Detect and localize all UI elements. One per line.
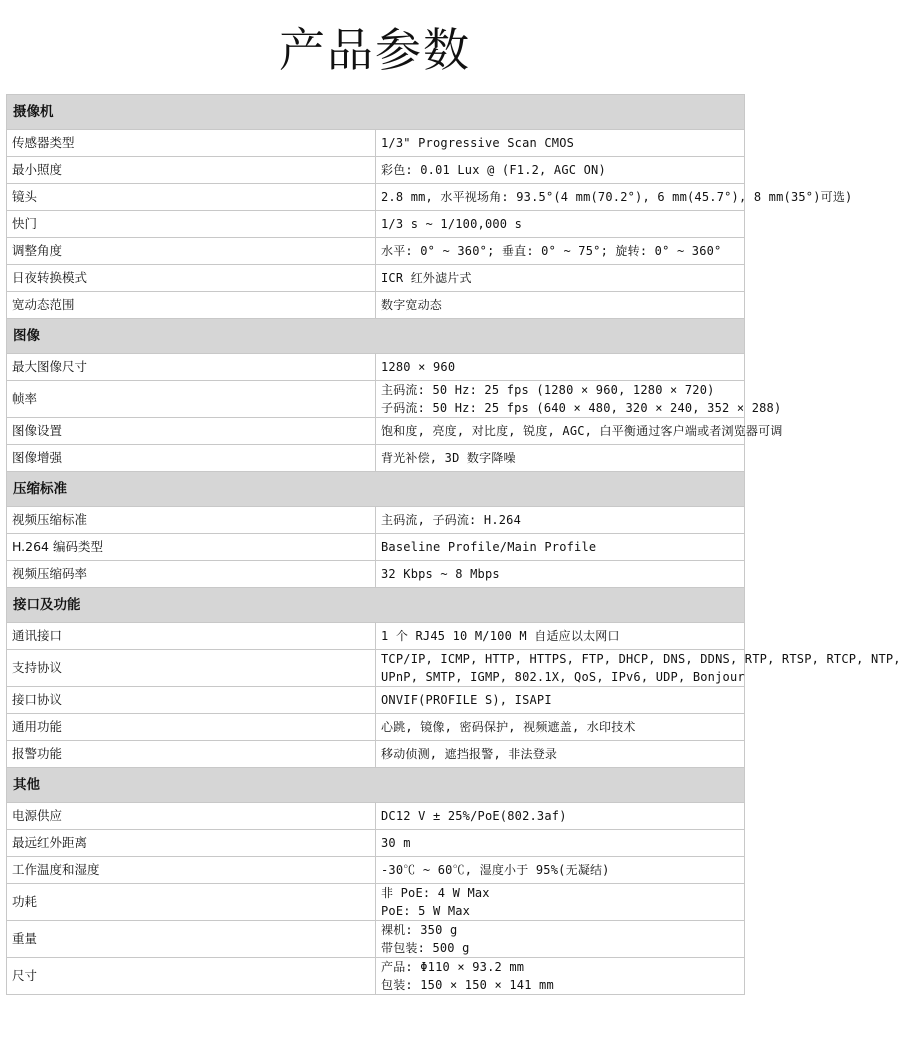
spec-value-line: 1 个 RJ45 10 M/100 M 自适应以太网口: [381, 629, 620, 643]
spec-key: 图像增强: [7, 445, 376, 472]
spec-value: [376, 687, 745, 714]
spec-key: 接口协议: [7, 687, 376, 714]
spec-row: [7, 714, 745, 741]
page-title: 产品参数: [279, 23, 471, 77]
spec-value-line: TCP/IP, ICMP, HTTP, HTTPS, FTP, DHCP, DNS, DDNS, RTP, RTSP, RTCP, NTP,: [381, 652, 901, 666]
spec-key: 帧率: [7, 381, 376, 418]
spec-value-line: 移动侦测, 遮挡报警, 非法登录: [381, 747, 558, 761]
spec-key: 功耗: [7, 884, 376, 921]
spec-value: [376, 534, 745, 561]
section-header: [7, 768, 745, 803]
spec-row: [7, 184, 745, 211]
spec-key: 调整角度: [7, 238, 376, 265]
spec-value: [376, 418, 783, 445]
spec-value-line: Baseline Profile/Main Profile: [381, 540, 597, 554]
spec-key: 工作温度和湿度: [7, 857, 376, 884]
section-title: 图像: [7, 319, 745, 354]
spec-row: [7, 292, 745, 319]
spec-value-line: 2.8 mm, 水平视场角: 93.5°(4 mm(70.2°), 6 mm(45.7°), 8 mm(35°)可选): [381, 190, 853, 204]
section-header: [7, 472, 745, 507]
spec-row: [7, 884, 745, 921]
spec-key: 最大图像尺寸: [7, 354, 376, 381]
spec-value-line: 主码流, 子码流: H.264: [381, 513, 522, 527]
spec-value-line: 饱和度, 亮度, 对比度, 锐度, AGC, 白平衡通过客户端或者浏览器可调: [381, 424, 783, 438]
spec-value-line: -30℃ ~ 60℃, 湿度小于 95%(无凝结): [381, 863, 610, 877]
spec-row: [7, 381, 745, 418]
spec-value: [376, 857, 745, 884]
spec-row: [7, 687, 745, 714]
spec-row: [7, 265, 745, 292]
spec-row: [7, 418, 745, 445]
spec-value-line: 非 PoE: 4 W Max: [381, 886, 490, 900]
spec-value: [376, 714, 745, 741]
section-title: 接口及功能: [7, 588, 745, 623]
spec-value: [376, 130, 745, 157]
spec-value: [376, 830, 745, 857]
spec-value-line: 带包装: 500 g: [381, 941, 470, 955]
spec-key: 支持协议: [7, 650, 376, 687]
spec-row: [7, 561, 745, 588]
spec-row: [7, 130, 745, 157]
spec-row: [7, 741, 745, 768]
spec-row: [7, 238, 745, 265]
spec-value-line: 30 m: [381, 836, 411, 850]
spec-value-line: 32 Kbps ~ 8 Mbps: [381, 567, 500, 581]
spec-row: [7, 445, 745, 472]
spec-key: 最小照度: [7, 157, 376, 184]
spec-row: [7, 650, 745, 687]
spec-value-line: 子码流: 50 Hz: 25 fps (640 × 480, 320 × 240, 352 × 288): [381, 401, 782, 415]
spec-row: [7, 830, 745, 857]
spec-value-line: 彩色: 0.01 Lux @ (F1.2, AGC ON): [381, 163, 606, 177]
spec-key: 最远红外距离: [7, 830, 376, 857]
spec-value-line: 1/3 s ~ 1/100,000 s: [381, 217, 523, 231]
spec-row: [7, 157, 745, 184]
spec-key: H.264 编码类型: [7, 534, 376, 561]
spec-value: [376, 354, 745, 381]
spec-key: 视频压缩标准: [7, 507, 376, 534]
spec-value-line: DC12 V ± 25%/PoE(802.3af): [381, 809, 567, 823]
spec-row: [7, 921, 745, 958]
spec-value-line: 主码流: 50 Hz: 25 fps (1280 × 960, 1280 × 720): [381, 383, 715, 397]
spec-key: 图像设置: [7, 418, 376, 445]
spec-row: [7, 211, 745, 238]
spec-key: 视频压缩码率: [7, 561, 376, 588]
spec-row: [7, 958, 745, 995]
spec-row: [7, 857, 745, 884]
spec-value: [376, 292, 745, 319]
spec-key: 日夜转换模式: [7, 265, 376, 292]
spec-row: [7, 354, 745, 381]
spec-key: 传感器类型: [7, 130, 376, 157]
spec-key: 重量: [7, 921, 376, 958]
spec-value: [376, 741, 745, 768]
spec-value-line: UPnP, SMTP, IGMP, 802.1X, QoS, IPv6, UDP, Bonjour: [381, 670, 745, 684]
spec-value-line: ONVIF(PROFILE S), ISAPI: [381, 693, 552, 707]
spec-value-line: 裸机: 350 g: [381, 923, 458, 937]
spec-value: [376, 803, 745, 830]
spec-value: [376, 238, 745, 265]
spec-value-line: 产品: Φ110 × 93.2 mm: [381, 960, 525, 974]
spec-key: 通用功能: [7, 714, 376, 741]
spec-table-body: [7, 95, 901, 995]
spec-value: [376, 623, 745, 650]
spec-value: [376, 921, 745, 958]
spec-value: [376, 265, 745, 292]
spec-value-line: 数字宽动态: [381, 298, 443, 312]
spec-key: 电源供应: [7, 803, 376, 830]
spec-value-line: 背光补偿, 3D 数字降噪: [381, 451, 516, 465]
spec-value: [376, 211, 745, 238]
section-title: 压缩标准: [7, 472, 745, 507]
spec-row: [7, 803, 745, 830]
spec-key: 宽动态范围: [7, 292, 376, 319]
spec-value-line: 水平: 0° ~ 360°; 垂直: 0° ~ 75°; 旋转: 0° ~ 360°: [381, 244, 722, 258]
spec-value-line: 1280 × 960: [381, 360, 456, 374]
section-header: [7, 95, 745, 130]
spec-value: [376, 381, 782, 418]
spec-value: [376, 650, 901, 687]
spec-value: [376, 958, 745, 995]
spec-key: 镜头: [7, 184, 376, 211]
spec-value: [376, 507, 745, 534]
section-header: [7, 319, 745, 354]
section-title: 其他: [7, 768, 745, 803]
spec-value: [376, 184, 853, 211]
spec-row: [7, 623, 745, 650]
spec-value-line: ICR 红外滤片式: [381, 271, 472, 285]
spec-value-line: PoE: 5 W Max: [381, 904, 471, 918]
spec-value-line: 心跳, 镜像, 密码保护, 视频遮盖, 水印技术: [381, 720, 636, 734]
spec-value-line: 1/3" Progressive Scan CMOS: [381, 136, 575, 150]
spec-value: [376, 884, 745, 921]
spec-value: [376, 157, 745, 184]
spec-table: [6, 94, 901, 995]
spec-row: [7, 534, 745, 561]
spec-value: [376, 445, 745, 472]
spec-key: 尺寸: [7, 958, 376, 995]
spec-key: 报警功能: [7, 741, 376, 768]
section-title: 摄像机: [7, 95, 745, 130]
spec-key: 快门: [7, 211, 376, 238]
spec-value: [376, 561, 745, 588]
section-header: [7, 588, 745, 623]
spec-key: 通讯接口: [7, 623, 376, 650]
spec-row: [7, 507, 745, 534]
spec-value-line: 包装: 150 × 150 × 141 mm: [381, 978, 554, 992]
